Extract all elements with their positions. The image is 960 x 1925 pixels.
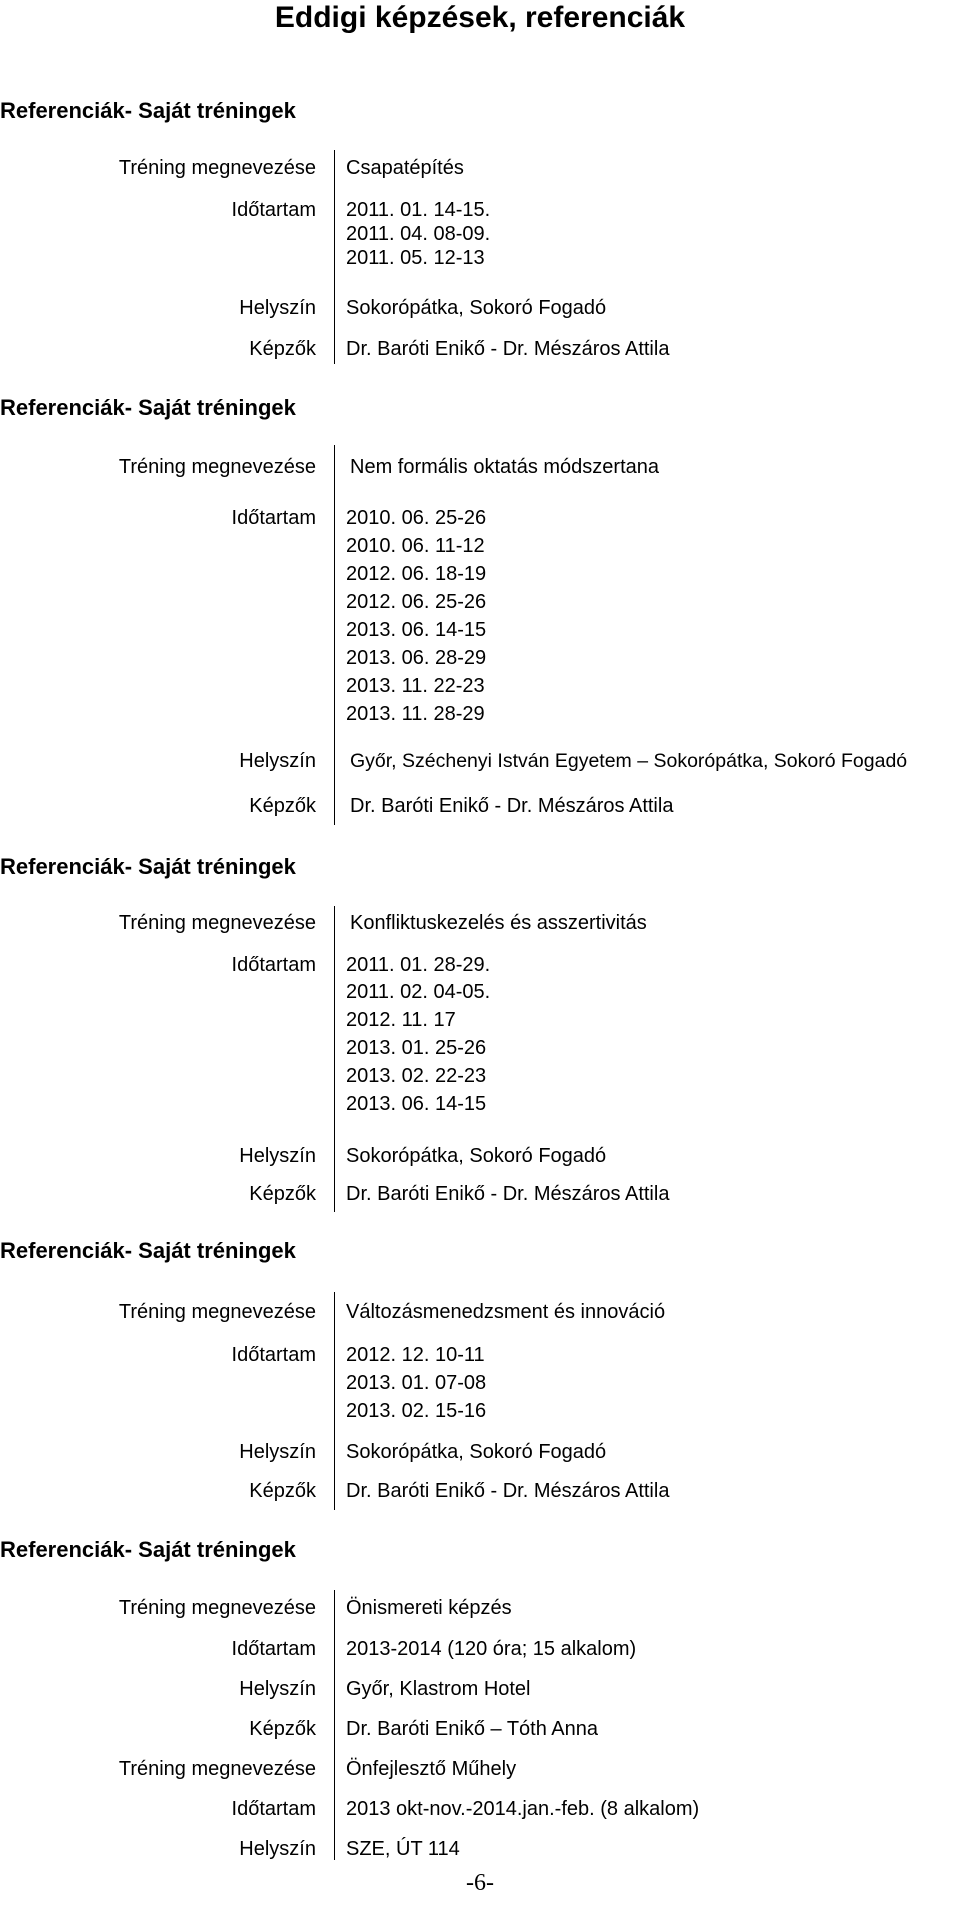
trainers-value: Dr. Baróti Enikő - Dr. Mészáros Attila <box>346 1183 670 1205</box>
section-heading: Referenciák- Saját tréningek <box>0 1238 296 1263</box>
duration-line: 2011. 05. 12-13 <box>346 247 485 269</box>
training-name-value: Csapatépítés <box>346 157 464 179</box>
duration-line: 2010. 06. 11-12 <box>346 535 485 557</box>
duration-label: Időtartam <box>231 1344 316 1366</box>
duration-line: 2013. 02. 15-16 <box>346 1400 487 1422</box>
page-title: Eddigi képzések, referenciák <box>274 1 686 34</box>
location-value: Győr, Széchenyi István Egyetem – Sokorópátka, Sokoró Fogadó <box>350 750 908 772</box>
location-label: Helyszín <box>239 1838 316 1860</box>
training-name-label: Tréning megnevezése <box>118 157 316 179</box>
duration-label: Időtartam <box>231 954 316 976</box>
duration-line: 2013. 11. 28-29 <box>346 703 485 725</box>
training-name-label: Tréning megnevezése <box>118 1301 316 1323</box>
training-name-label: Tréning megnevezése <box>118 1758 316 1780</box>
location-value: Sokorópátka, Sokoró Fogadó <box>346 297 607 319</box>
duration-line: 2013. 06. 14-15 <box>346 619 487 641</box>
trainers-value: Dr. Baróti Enikő – Tóth Anna <box>346 1718 599 1740</box>
duration-line: 2011. 02. 04-05. <box>346 981 491 1003</box>
location-label: Helyszín <box>239 297 316 319</box>
training-name-label: Tréning megnevezése <box>118 912 316 934</box>
trainers-label: Képzők <box>249 1183 316 1205</box>
duration-label: Időtartam <box>231 199 316 221</box>
section-heading: Referenciák- Saját tréningek <box>0 98 296 123</box>
location-value: Sokorópátka, Sokoró Fogadó <box>346 1145 607 1167</box>
section-divider <box>334 1292 335 1510</box>
section-divider <box>334 906 335 1212</box>
duration-value: 2013 okt-nov.-2014.jan.-feb. (8 alkalom) <box>346 1798 700 1820</box>
duration-line: 2013. 02. 22-23 <box>346 1065 487 1087</box>
duration-line: 2013. 11. 22-23 <box>346 675 485 697</box>
trainers-label: Képzők <box>249 795 316 817</box>
duration-line: 2012. 06. 18-19 <box>346 563 487 585</box>
section-divider <box>334 445 335 825</box>
training-name-label: Tréning megnevezése <box>118 456 316 478</box>
training-name-value: Önfejlesztő Műhely <box>346 1758 517 1780</box>
trainers-label: Képzők <box>249 338 316 360</box>
section-divider <box>334 150 335 364</box>
page-number: -6- <box>466 1870 494 1896</box>
trainers-value: Dr. Baróti Enikő - Dr. Mészáros Attila <box>346 1480 670 1502</box>
training-name-value: Változásmenedzsment és innováció <box>346 1301 666 1323</box>
duration-line: 2012. 12. 10-11 <box>346 1344 485 1366</box>
location-label: Helyszín <box>239 1441 316 1463</box>
location-label: Helyszín <box>239 750 316 772</box>
duration-line: 2012. 06. 25-26 <box>346 591 487 613</box>
training-name-value: Önismereti képzés <box>346 1597 512 1619</box>
trainers-value: Dr. Baróti Enikő - Dr. Mészáros Attila <box>346 338 670 360</box>
duration-label: Időtartam <box>231 1638 316 1660</box>
trainers-label: Képzők <box>249 1480 316 1502</box>
location-value: SZE, ÚT 114 <box>346 1838 460 1860</box>
training-name-value: Konfliktuskezelés és asszertivitás <box>350 912 647 934</box>
duration-label: Időtartam <box>231 507 316 529</box>
section-heading: Referenciák- Saját tréningek <box>0 854 296 879</box>
duration-line: 2013. 06. 14-15 <box>346 1093 487 1115</box>
duration-line: 2012. 11. 17 <box>346 1009 456 1031</box>
location-label: Helyszín <box>239 1678 316 1700</box>
section-heading: Referenciák- Saját tréningek <box>0 1537 296 1562</box>
trainers-value: Dr. Baróti Enikő - Dr. Mészáros Attila <box>350 795 674 817</box>
duration-label: Időtartam <box>231 1798 316 1820</box>
duration-line: 2010. 06. 25-26 <box>346 507 487 529</box>
duration-line: 2013. 01. 25-26 <box>346 1037 487 1059</box>
location-label: Helyszín <box>239 1145 316 1167</box>
section-heading: Referenciák- Saját tréningek <box>0 395 296 420</box>
location-value: Sokorópátka, Sokoró Fogadó <box>346 1441 607 1463</box>
training-name-value: Nem formális oktatás módszertana <box>350 456 660 478</box>
duration-line: 2011. 04. 08-09. <box>346 223 491 245</box>
training-name-label: Tréning megnevezése <box>118 1597 316 1619</box>
location-value: Győr, Klastrom Hotel <box>346 1678 531 1700</box>
trainers-label: Képzők <box>249 1718 316 1740</box>
duration-line: 2013. 01. 07-08 <box>346 1372 487 1394</box>
duration-value: 2013-2014 (120 óra; 15 alkalom) <box>346 1638 637 1660</box>
duration-line: 2011. 01. 28-29. <box>346 954 491 976</box>
duration-line: 2013. 06. 28-29 <box>346 647 487 669</box>
duration-line: 2011. 01. 14-15. <box>346 199 491 221</box>
section-divider <box>334 1590 335 1860</box>
